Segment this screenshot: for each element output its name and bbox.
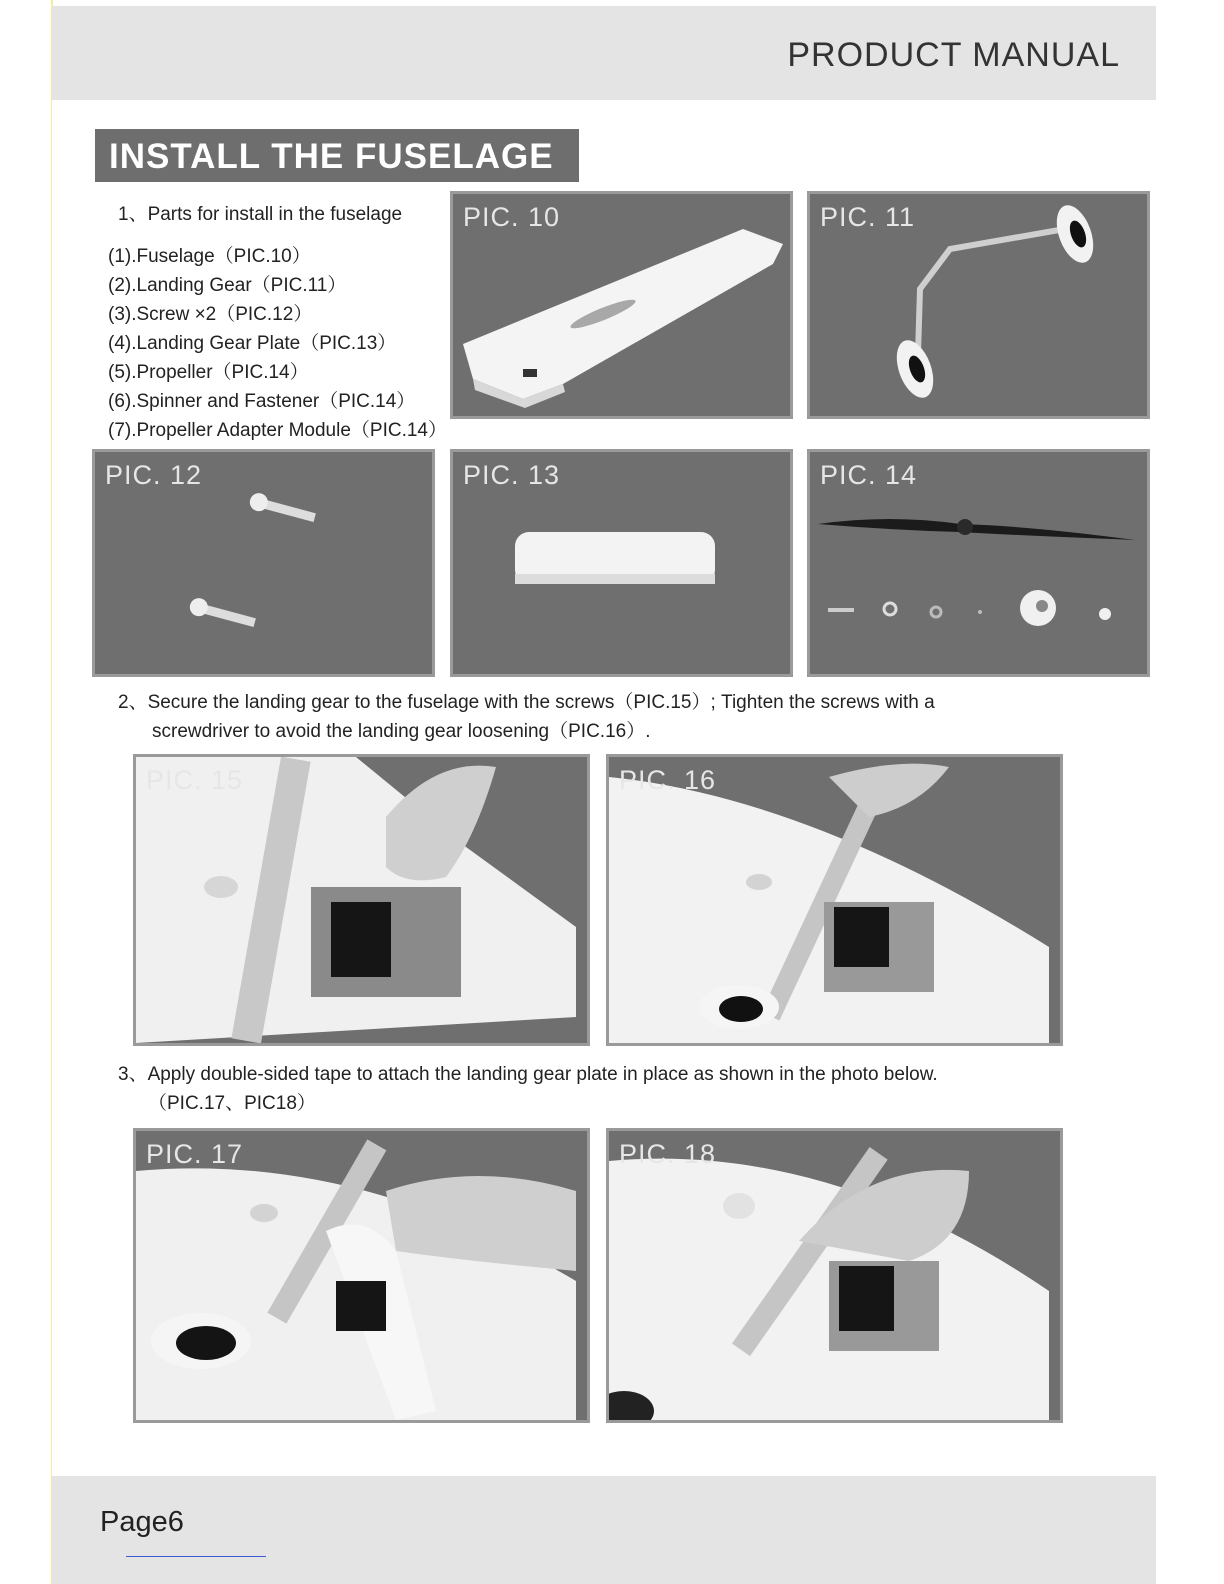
pic-label: PIC. 16 [619,765,717,795]
list-item: (6).Spinner and Fastener（PIC.14） [108,391,416,412]
pic-label: PIC. 10 [463,202,561,232]
pic-16-tightening-screws [606,754,1063,1046]
pic-label: PIC. 14 [820,460,918,490]
pic-label: PIC. 13 [463,460,561,490]
section-title: INSTALL THE FUSELAGE [109,137,554,176]
pic-15-securing-gear [133,754,590,1046]
list-item: (1).Fuselage（PIC.10） [108,246,311,267]
step-2-line-1: 2、Secure the landing gear to the fuselage with the screws（PIC.15）; Tighten the screws with a [118,692,935,713]
attach-plate-photo [136,1131,587,1420]
list-item: (7).Propeller Adapter Module（PIC.14） [108,420,447,441]
manual-page [52,6,1156,1584]
pic-14-propeller-parts [807,449,1150,677]
section-title-bar [95,129,579,182]
page-footer [52,1476,1156,1584]
pic-label: PIC. 18 [619,1139,717,1169]
pic-label: PIC. 17 [146,1139,244,1169]
page-header [52,6,1156,100]
footer-link-underline [126,1556,266,1557]
pic-11-landing-gear [807,191,1150,419]
header-title: PRODUCT MANUAL [787,36,1120,74]
pic-label: PIC. 15 [146,765,244,795]
pic-12-screws [92,449,435,677]
parts-list [108,242,447,445]
list-item: (4).Landing Gear Plate（PIC.13） [108,333,397,354]
tightening-screws-photo [609,757,1060,1043]
list-item: (2).Landing Gear（PIC.11） [108,275,347,296]
page-number: Page6 [100,1506,184,1538]
pic-10-fuselage [450,191,793,419]
securing-gear-photo [136,757,587,1043]
list-item: (5).Propeller（PIC.14） [108,362,309,383]
step-2-line-2: screwdriver to avoid the landing gear loosening（PIC.16）. [152,721,651,742]
step-3-line-1: 3、Apply double-sided tape to attach the landing gear plate in place as shown in the photo below. [118,1064,938,1085]
pic-label: PIC. 11 [820,202,916,232]
pic-13-landing-gear-plate [450,449,793,677]
step-1-text: 1、Parts for install in the fuselage [118,204,403,225]
pic-label: PIC. 12 [105,460,203,490]
pic-17-attach-plate [133,1128,590,1423]
pic-18-plate-attached [606,1128,1063,1423]
step-3-line-2: （PIC.17、PIC18） [148,1093,316,1114]
list-item: (3).Screw ×2（PIC.12） [108,304,313,325]
plate-attached-photo [609,1131,1060,1420]
